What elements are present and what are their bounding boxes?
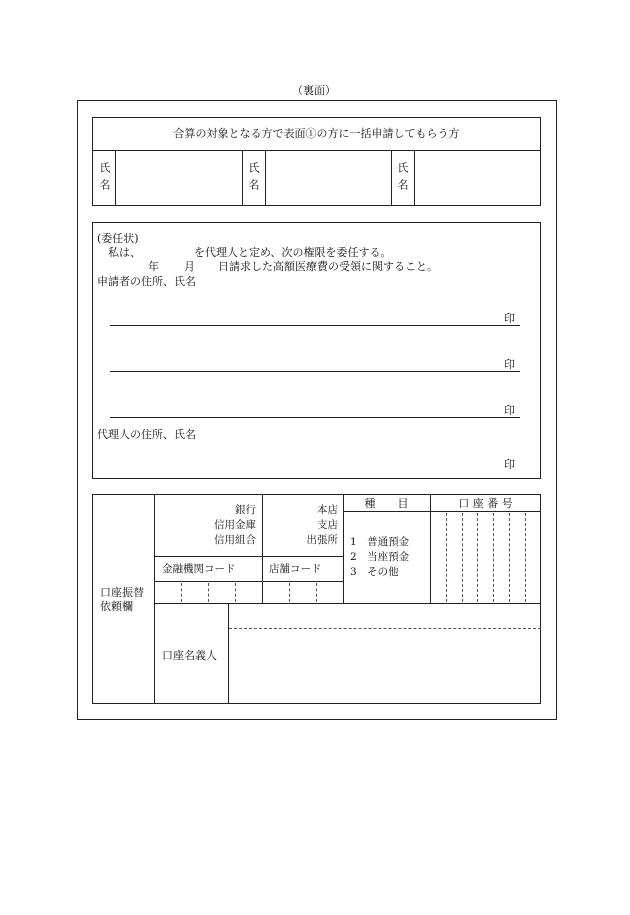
account-holder-label: 口座名義人 (162, 649, 217, 662)
delegation-line1-prefix: 私は、 (108, 246, 141, 259)
kind-option-1[interactable]: 1 普通預金 (350, 536, 410, 548)
account-holder-name-field[interactable] (230, 630, 539, 702)
divider (391, 150, 392, 206)
branch-type-main: 本店 (317, 504, 338, 516)
kind-header: 種 目 (364, 497, 409, 510)
seal-mark: 印 (504, 458, 515, 471)
agent-name-blank[interactable] (140, 245, 192, 259)
institution-code-label: 金融機関コード (162, 563, 236, 575)
divider (154, 603, 541, 604)
signature-line (110, 417, 520, 418)
agent-label: 代理人の住所、氏名 (97, 428, 196, 441)
name-label-3: 氏名 (396, 162, 409, 196)
applicant-line-1[interactable] (110, 296, 518, 324)
branch-code-field[interactable] (264, 583, 341, 602)
bank-name-field[interactable] (156, 496, 260, 554)
account-holder-kana-field[interactable] (230, 605, 539, 627)
seal-mark: 印 (504, 404, 515, 417)
combined-section-title: 合算の対象となる方で表面①の方に一括申請してもらう方 (173, 127, 460, 140)
divider (154, 556, 343, 557)
divider (154, 494, 155, 704)
month-blank[interactable] (162, 259, 182, 273)
agent-address-field[interactable] (110, 444, 500, 472)
branch-type-office: 出張所 (306, 534, 338, 546)
delegation-heading: (委任状) (97, 232, 139, 245)
branch-type-branch: 支店 (317, 519, 338, 531)
applicant-label: 申請者の住所、氏名 (97, 275, 196, 288)
delegation-line2-rest: 日請求した高額医療費の受領に関すること。 (218, 260, 438, 273)
seal-mark: 印 (504, 358, 515, 371)
institution-code-field[interactable] (156, 583, 260, 602)
month-label: 月 (184, 260, 195, 273)
day-blank[interactable] (198, 259, 216, 273)
account-number-field[interactable] (431, 513, 540, 602)
bank-type-bank: 銀行 (235, 504, 256, 516)
account-number-header: 口 座 番 号 (458, 497, 513, 510)
seal-mark: 印 (504, 312, 515, 325)
name-field-1[interactable] (116, 151, 241, 205)
branch-code-label: 店舗コード (269, 563, 322, 575)
branch-name-field[interactable] (264, 496, 341, 554)
year-label: 年 (148, 260, 159, 273)
bank-type-shinkin: 信用金庫 (214, 519, 256, 531)
name-field-2[interactable] (266, 151, 390, 205)
name-field-3[interactable] (415, 151, 540, 205)
applicant-line-3[interactable] (110, 388, 518, 416)
signature-line (110, 325, 520, 326)
kind-option-3[interactable]: 3 その他 (350, 566, 399, 578)
kind-option-2[interactable]: 2 当座預金 (350, 551, 410, 563)
divider (154, 581, 343, 582)
divider (242, 150, 243, 206)
account-section-label-2: 依頼欄 (100, 600, 133, 613)
divider (343, 511, 541, 512)
furigana-divider (229, 628, 541, 629)
applicant-line-2[interactable] (110, 342, 518, 370)
name-label-1: 氏名 (98, 162, 111, 196)
account-section-label-1: 口座振替 (100, 586, 144, 599)
delegation-line1-suffix: を代理人と定め、次の権限を委任する。 (194, 246, 392, 259)
page-side-label: （裏面） (292, 84, 336, 97)
signature-line (110, 371, 520, 372)
name-label-2: 氏名 (247, 162, 260, 196)
bank-type-kumiai: 信用組合 (214, 534, 256, 546)
divider (262, 494, 263, 603)
divider (228, 603, 229, 704)
year-blank[interactable] (120, 259, 146, 273)
